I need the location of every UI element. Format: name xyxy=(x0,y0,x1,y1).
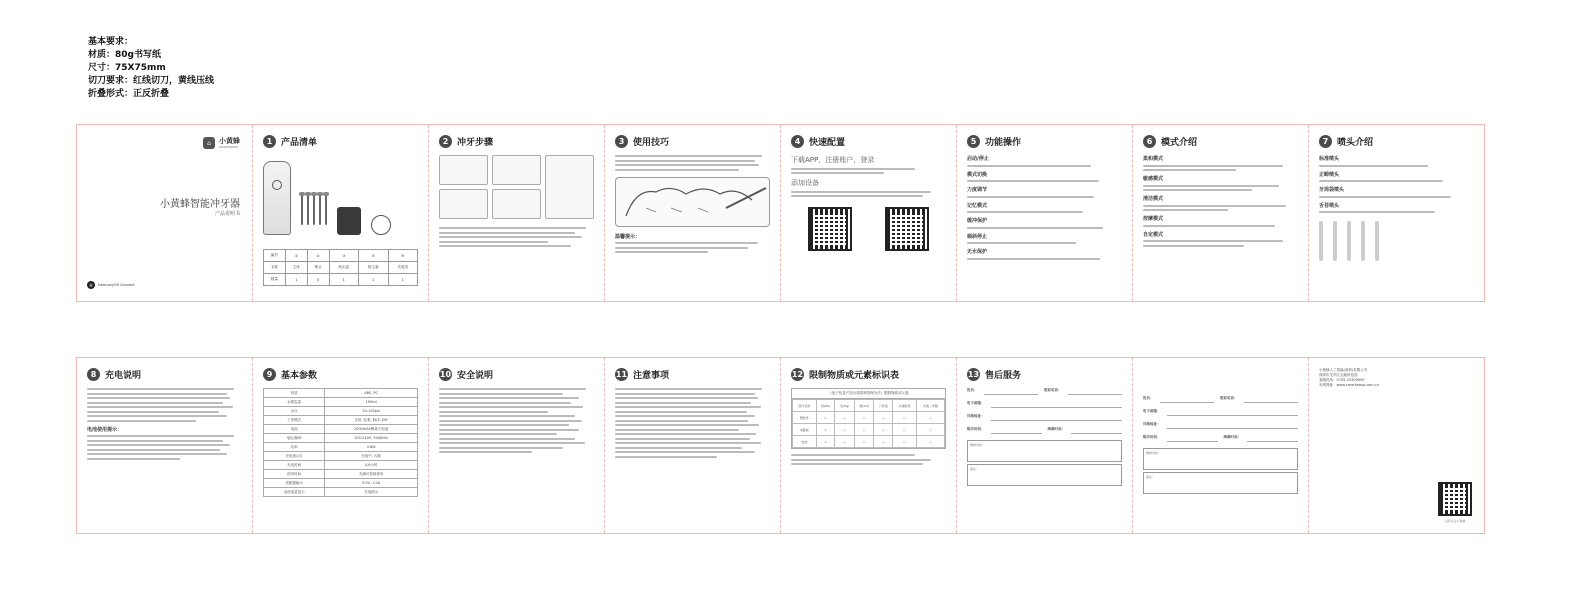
panel-quick-config xyxy=(781,125,957,301)
form-label: 姓名： xyxy=(967,388,978,392)
panel-number: 7 xyxy=(1319,135,1332,148)
mode-item: 按摩模式 xyxy=(1143,216,1164,222)
nozzle-item: 标准喷头 xyxy=(1319,156,1340,162)
download-instruction: 下载APP，注册账户，登录 xyxy=(791,156,875,164)
brand-name: 小黄蜂 xyxy=(219,136,240,145)
panel-number: 9 xyxy=(263,368,276,381)
brand-sub: SMARTWASP xyxy=(219,144,238,149)
storage-case-icon xyxy=(337,207,361,235)
panel-title: 快速配置 xyxy=(809,138,846,148)
form-box: 备注： xyxy=(967,464,1122,486)
panel-title: 基本参数 xyxy=(281,371,318,381)
nozzle-icon xyxy=(1319,221,1323,261)
form-row xyxy=(967,427,1122,434)
irrigator-device-icon xyxy=(263,161,291,235)
panel-charging xyxy=(77,358,253,533)
function-item: 无水保护 xyxy=(967,249,988,255)
panel-number: 12 xyxy=(791,370,804,379)
brand-logo xyxy=(203,137,240,149)
panel-number: 3 xyxy=(615,135,628,148)
function-item: 倾斜停止 xyxy=(967,233,988,240)
form-label: 购买时间： xyxy=(967,427,985,431)
teeth-diagram xyxy=(615,177,770,227)
panel-number: 2 xyxy=(439,135,452,148)
step-images xyxy=(439,155,594,219)
panel-title: 功能操作 xyxy=(985,138,1022,148)
back-cover-panel xyxy=(1309,358,1484,533)
form-row: 详细地址： xyxy=(1143,422,1298,429)
form-box: 维修内容： xyxy=(1143,448,1298,470)
panel-usage-tips xyxy=(605,125,781,301)
hazard-table: 《电子信息产品污染控制管理办法》限制物质或元素 部件名称 铅(Pb) 汞(Hg) 镉(Cd) 六价铬 多溴联苯 多溴二苯醚 塑胶件 ○ ○ ○ ○ ○ ○ 电路板 × ○ ○ ○ ○ ○ 电池 × ○ ○ ○ ○ ○ xyxy=(791,388,946,449)
mode-item: 自定模式 xyxy=(1143,231,1164,238)
hazard-table-title: 《电子信息产品污染控制管理办法》限制物质或元素 xyxy=(792,389,945,399)
battery-tip-heading: 电池使用提示： xyxy=(87,426,123,433)
company-address: 深圳市龙华区宝能科技园 xyxy=(1319,373,1358,377)
panel-title: 喷头介绍 xyxy=(1337,138,1374,148)
panel-after-sales xyxy=(957,358,1133,533)
qr-code-icon xyxy=(1438,482,1472,516)
panel-title: 安全说明 xyxy=(457,371,494,381)
nozzle-icon xyxy=(1347,221,1351,261)
requirements-heading: 基本要求： xyxy=(88,37,134,47)
form-label: 电子邮箱： xyxy=(967,401,985,405)
add-device-heading: 添加设备 xyxy=(791,179,819,187)
form-box: 维修内容： xyxy=(967,440,1122,462)
panel-number: 10 xyxy=(439,370,452,379)
requirement-fold: 折叠形式：正反折叠 xyxy=(88,89,170,99)
mode-item: 柔和模式 xyxy=(1143,156,1164,162)
company-name: 小黄蜂人工智能(深圳)有限公司 xyxy=(1319,368,1368,372)
step-image xyxy=(492,189,541,219)
function-item: 记忆模式 xyxy=(967,202,988,209)
manual-back-strip xyxy=(76,357,1485,534)
qr-caption: 扫码关注小黄蜂 xyxy=(1444,519,1466,523)
panel-precautions xyxy=(605,358,781,533)
harmony-label: HarmonyOS Connect xyxy=(98,283,135,287)
panel-product-list xyxy=(253,125,429,301)
print-requirements xyxy=(88,36,214,101)
panel-modes xyxy=(1133,125,1309,301)
function-item: 力度调节 xyxy=(967,187,988,193)
step-text xyxy=(439,227,594,247)
panel-title: 使用技巧 xyxy=(633,138,670,148)
nozzle-item: 正畸喷头 xyxy=(1319,171,1340,178)
nozzle-illustrations xyxy=(1319,221,1474,261)
harmonyos-badge xyxy=(87,281,135,289)
company-web: 官网网址：www.smartwasp.com.cn xyxy=(1319,383,1379,387)
panel-parameters xyxy=(253,358,429,533)
step-image xyxy=(439,155,488,185)
qr-code-icon xyxy=(808,207,852,251)
harmony-icon: H xyxy=(87,281,95,289)
cover-panel xyxy=(77,125,253,301)
tips-text xyxy=(615,155,770,171)
panel-title: 限制物质或元素标识表 xyxy=(809,371,900,381)
qr-codes xyxy=(791,207,946,251)
form-row: 购买时间： 维修时间： xyxy=(1143,435,1298,442)
nozzle-item: 牙周袋喷头 xyxy=(1319,187,1345,193)
nozzle-item: 舌苔喷头 xyxy=(1319,202,1340,209)
form-row xyxy=(967,388,1122,395)
form-row xyxy=(967,401,1122,408)
wasp-icon: ⌂ xyxy=(203,137,215,149)
requirement-material: 材质：80g书写纸 xyxy=(88,50,161,60)
panel-number: 4 xyxy=(791,135,804,148)
cover-subtitle: 产品说明书 xyxy=(214,211,240,217)
charging-cable-icon xyxy=(371,215,391,235)
qr-code-icon xyxy=(885,207,929,251)
mode-item: 清洁模式 xyxy=(1143,196,1164,202)
form-label: 联系电话： xyxy=(1044,388,1062,392)
function-item: 模式切换 xyxy=(967,171,988,178)
panel-title: 冲牙步骤 xyxy=(457,138,494,148)
panel-safety xyxy=(429,358,605,533)
product-table: 编号 ① ② ③ ④ ⑤ 名称 主体 喷头 喷头盒 防尘塞 充电线 数量 1 5 1 1 1 xyxy=(263,249,418,286)
nozzle-set-icon xyxy=(301,195,327,235)
step-image xyxy=(492,155,541,185)
form-row: 姓名： 联系电话： xyxy=(1143,396,1298,403)
panel-title: 模式介绍 xyxy=(1161,138,1198,148)
form-label: 维修时间： xyxy=(1047,427,1065,431)
panel-hazardous-substances xyxy=(781,358,957,533)
step-image xyxy=(545,155,594,219)
panel-title: 售后服务 xyxy=(985,371,1022,381)
company-phone: 客服热线：0755-33309009 xyxy=(1319,378,1365,382)
form-label: 详细地址： xyxy=(967,414,985,418)
mode-item: 敏感模式 xyxy=(1143,176,1164,182)
form-row xyxy=(967,414,1122,421)
product-illustrations xyxy=(263,155,418,235)
nozzle-icon xyxy=(1375,221,1379,261)
panel-number: 5 xyxy=(967,135,980,148)
requirement-size: 尺寸：75X75mm xyxy=(88,63,166,73)
panel-nozzles xyxy=(1309,125,1484,301)
panel-title: 充电说明 xyxy=(105,371,142,381)
panel-number: 1 xyxy=(263,135,276,148)
manual-front-strip xyxy=(76,124,1485,302)
panel-number: 11 xyxy=(615,370,628,379)
warm-tip-heading: 温馨提示： xyxy=(615,233,641,240)
nozzle-icon xyxy=(1361,221,1365,261)
function-item: 缓冲保护 xyxy=(967,218,988,224)
panel-title: 注意事项 xyxy=(633,371,670,381)
step-image xyxy=(439,189,488,219)
form-row: 电子邮箱： xyxy=(1143,409,1298,416)
panel-number: 6 xyxy=(1143,135,1156,148)
company-info xyxy=(1319,368,1474,388)
form-box: 备注： xyxy=(1143,472,1298,494)
panel-steps xyxy=(429,125,605,301)
parameter-table: 材质 ABS, PC 水箱容量 150ml 水压 20-120psi 工作模式 正常, 轻柔, 脉冲, DIY 电池 2000mAh锂离子电池 电压/频率 100-240V, 50/60Hz 功率 4.6W 充电指示灯 充电中, 闪烁 充电时间 4-6小时 使用时间 充满可持续使用 适配器输出 5.0V, 1.0A 电池电量显示 充电指示 xyxy=(263,388,418,497)
panel-functions xyxy=(957,125,1133,301)
function-item: 启动/停止 xyxy=(967,156,989,162)
requirement-cut: 切刀要求：红线切刀，黄线压线 xyxy=(88,76,215,86)
nozzle-icon xyxy=(1333,221,1337,261)
panel-number: 13 xyxy=(967,370,980,379)
panel-number: 8 xyxy=(87,368,100,381)
cover-title: 小黄蜂智能冲牙器 xyxy=(160,199,240,210)
panel-service-form-copy xyxy=(1133,358,1309,533)
panel-title: 产品清单 xyxy=(281,138,318,148)
